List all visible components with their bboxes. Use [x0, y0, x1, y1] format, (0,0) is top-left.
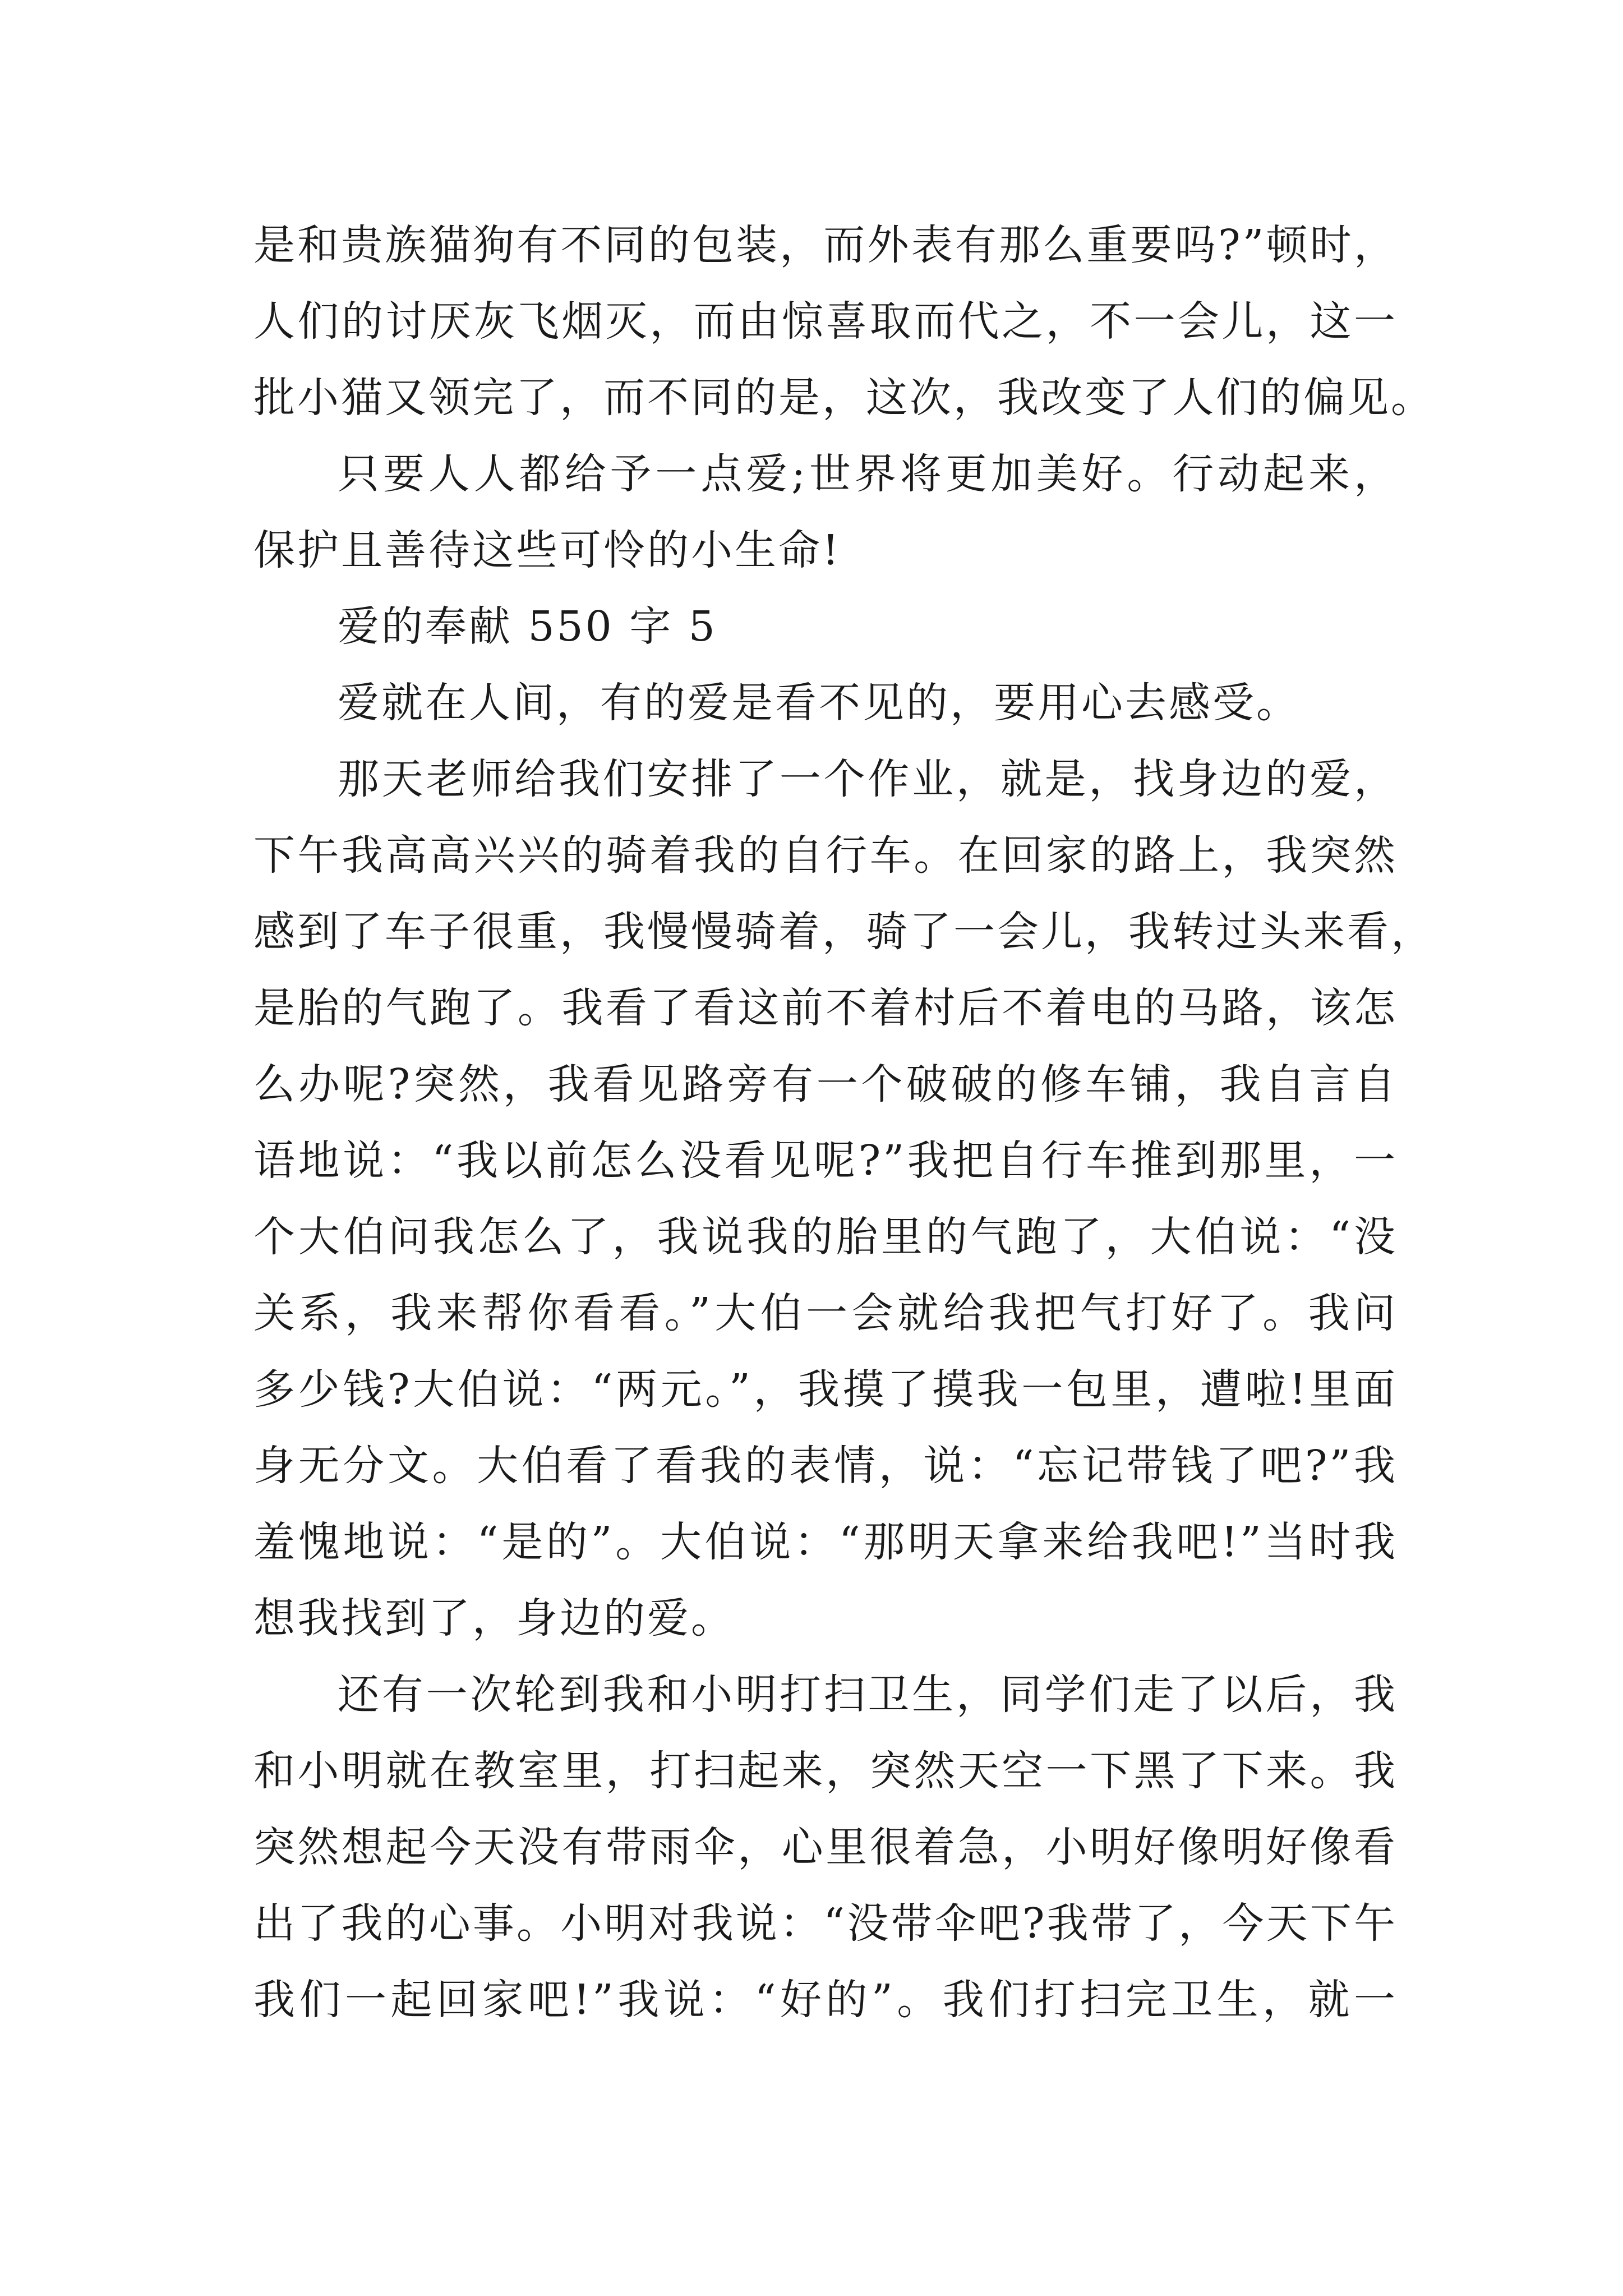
text-line: 羞愧地说：“是的”。大伯说：“那明天拿来给我吧!”当时我	[253, 1518, 1398, 1566]
text-line: 多少钱?大伯说：“两元。”，我摸了摸我一包里，遭啦!里面	[253, 1365, 1398, 1414]
text-line: 下午我高高兴兴的骑着我的自行车。在回家的路上，我突然	[253, 831, 1398, 880]
text-line: 身无分文。大伯看了看我的表情，说：“忘记带钱了吧?”我	[253, 1442, 1398, 1490]
text-line: 语地说：“我以前怎么没看见呢?”我把自行车推到那里，一	[253, 1137, 1398, 1185]
text-line: 关系，我来帮你看看。”大伯一会就给我把气打好了。我问	[253, 1289, 1398, 1337]
text-line: 保护且善待这些可怜的小生命!	[253, 526, 841, 574]
text-line: 是和贵族猫狗有不同的包装，而外表有那么重要吗?”顿时，	[253, 221, 1398, 269]
text-line: 批小猫又领完了，而不同的是，这次，我改变了人们的偏见。	[253, 374, 1435, 422]
text-line: 感到了车子很重，我慢慢骑着，骑了一会儿，我转过头来看，	[253, 908, 1435, 956]
text-line: 人们的讨厌灰飞烟灭，而由惊喜取而代之，不一会儿，这一	[253, 297, 1398, 346]
text-line: 爱就在人间，有的爱是看不见的，要用心去感受。	[338, 679, 1300, 727]
text-line: 个大伯问我怎么了，我说我的胎里的气跑了，大伯说：“没	[253, 1213, 1398, 1261]
text-line: 我们一起回家吧!”我说：“好的”。我们打扫完卫生，就一	[253, 1976, 1398, 2024]
text-line: 么办呢?突然，我看见路旁有一个破破的修车铺，我自言自	[253, 1060, 1398, 1108]
text-line: 那天老师给我们安排了一个作业，就是，找身边的爱，	[338, 755, 1398, 803]
text-line: 和小明就在教室里，打扫起来，突然天空一下黑了下来。我	[253, 1747, 1398, 1795]
article-body	[253, 207, 1435, 2038]
text-line: 出了我的心事。小明对我说：“没带伞吧?我带了，今天下午	[253, 1899, 1398, 1948]
text-line: 还有一次轮到我和小明打扫卫生，同学们走了以后，我	[338, 1671, 1398, 1719]
section-heading: 爱的奉献 550 字 5	[338, 602, 717, 651]
text-line: 想我找到了，身边的爱。	[253, 1594, 735, 1642]
text-line: 是胎的气跑了。我看了看这前不着村后不着电的马路，该怎	[253, 984, 1398, 1032]
text-line: 突然想起今天没有带雨伞，心里很着急，小明好像明好像看	[253, 1823, 1398, 1871]
text-line: 只要人人都给予一点爱;世界将更加美好。行动起来，	[338, 450, 1398, 498]
